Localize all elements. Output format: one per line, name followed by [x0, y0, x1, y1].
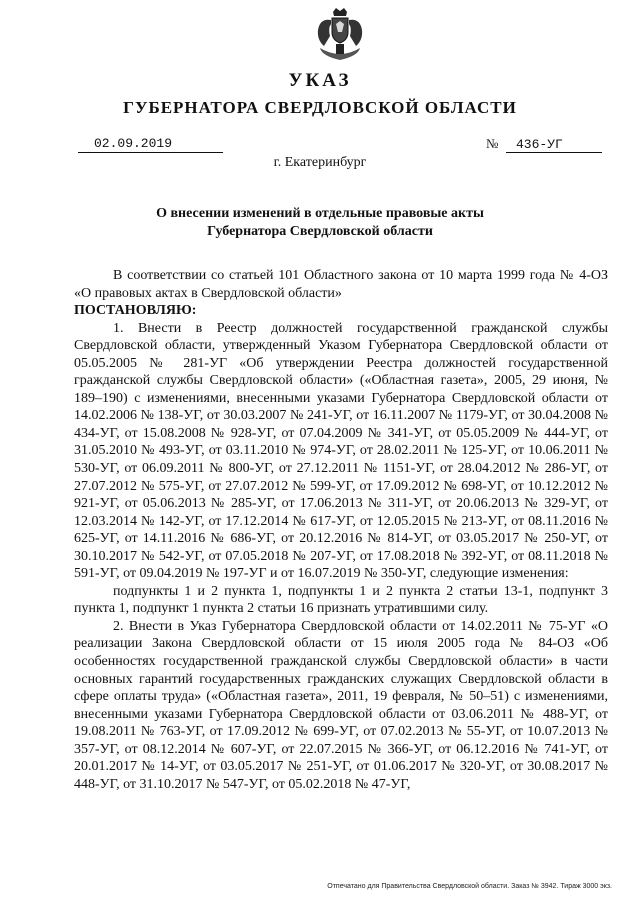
document-number: [486, 136, 606, 153]
preamble-paragraph: В соответствии со статьей 101 Областного закона от 10 марта 1999 года № 4-ОЗ «О правовых актах в Свердловской области»: [74, 268, 608, 301]
subject-line-1: О внесении изменений в отдельные правовые акты: [156, 206, 484, 221]
document-title: УКАЗ: [288, 70, 352, 91]
item-1-subparagraph: подпункты 1 и 2 пункта 1, подпункты 1 и 2 пункта 2 статьи 13-1, подпункт 3 пункта 1, подпункт 1 пункта 2 статьи 16 признать утратившими силу.: [74, 583, 608, 617]
decree-word: ПОСТАНОВЛЯЮ:: [74, 303, 197, 319]
document-subtitle: ГУБЕРНАТОРА СВЕРДЛОВСКОЙ ОБЛАСТИ: [123, 98, 517, 117]
number-value: 436-УГ: [506, 137, 602, 153]
document-city: г. Екатеринбург: [273, 155, 367, 170]
subject-line-2: Губернатора Свердловской области: [207, 224, 433, 239]
item-1-paragraph: 1. Внести в Реестр должностей государственной гражданской службы Свердловской области, утвержденный Указом Губернатора Свердловской области от 05.05.2005 № 281-УГ «Об утверждении Реестра должностей государственной гражданской службы Свердловской области» («Областная газета», 2005, 29 июня, № 189–190) с изменениями, внесенными указами Губернатора Свердловской области от 14.02.2006 № 138-УГ, от 30.03.2007 № 241-УГ, от 16.11.2007 № 1179-УГ, от 30.04.2008 № 434-УГ, от 15.08.2008 № 928-УГ, от 07.04.2009 № 341-УГ, от 05.05.2009 № 444-УГ, от 31.05.2010 № 493-УГ, от 03.11.2010 № 974-УГ, от 28.02.2011 № 125-УГ, от 10.06.2011 № 530-УГ, от 06.09.2011 № 800-УГ, от 27.12.2011 № 1151-УГ, от 28.04.2012 № 286-УГ, от 27.07.2012 № 575-УГ, от 27.07.2012 № 599-УГ, от 17.09.2012 № 698-УГ, от 10.12.2012 № 921-УГ, от 05.06.2013 № 285-УГ, от 17.06.2013 № 311-УГ, от 20.06.2013 № 329-УГ, от 12.03.2014 № 142-УГ, от 17.12.2014 № 617-УГ, от 12.05.2015 № 213-УГ, от 08.11.2016 № 625-УГ, от 14.11.2016 № 686-УГ, от 20.12.2016 № 814-УГ, от 03.05.2017 № 250-УГ, от 30.10.2017 № 542-УГ, от 07.05.2018 № 207-УГ, от 17.08.2018 № 392-УГ, от 08.11.2018 № 591-УГ, от 09.04.2019 № 197-УГ и от 16.07.2019 № 350-УГ, следующие изменения:: [74, 320, 608, 582]
print-imprint: Отпечатано для Правительства Свердловской области. Заказ № 3942. Тираж 3000 экз.: [327, 883, 612, 890]
item-2-paragraph: 2. Внести в Указ Губернатора Свердловской области от 14.02.2011 № 75-УГ «О реализации Закона Свердловской области от 15 июля 2005 года № 84-ОЗ «Об особенностях государственной гражданской службы Свердловской области» в части основных гарантий государственных гражданских служащих Свердловской области в сфере оплаты труда» («Областная газета», 2011, 19 февраля, № 50–51) с изменениями, внесенными указами Губернатора Свердловской области от 03.06.2011 № 488-УГ, от 19.08.2011 № 763-УГ, от 17.09.2012 № 699-УГ, от 07.02.2013 № 55-УГ, от 10.07.2013 № 357-УГ, от 08.12.2014 № 607-УГ, от 22.07.2015 № 366-УГ, от 06.12.2016 № 741-УГ, от 20.01.2017 № 14-УГ, от 03.05.2017 № 251-УГ, от 01.06.2017 № 320-УГ, от 30.08.2017 № 448-УГ, от 31.10.2017 № 547-УГ, от 05.02.2018 № 47-УГ,: [74, 618, 608, 792]
document-date: 02.09.2019: [78, 136, 223, 153]
number-sign: №: [486, 136, 499, 151]
document-subject: [0, 205, 640, 241]
coat-of-arms-icon: [300, 6, 380, 64]
document-body: [74, 267, 608, 793]
